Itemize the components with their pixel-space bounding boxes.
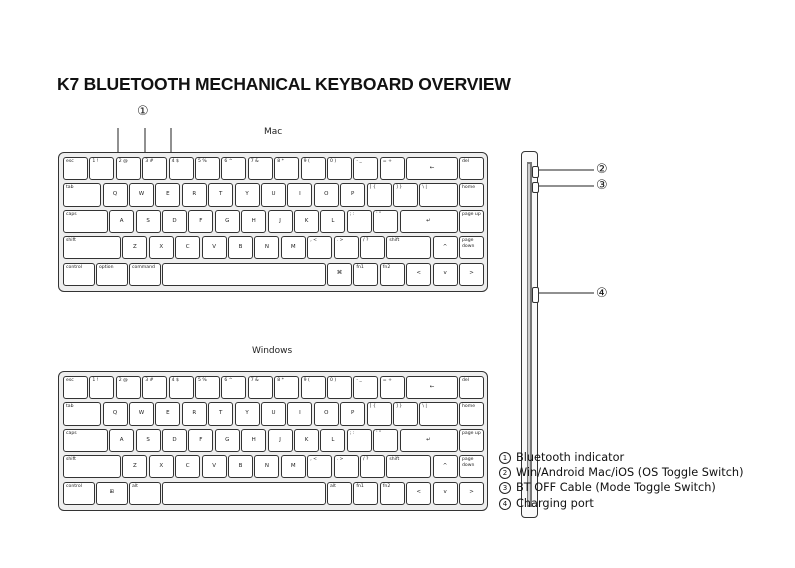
legend-num: 1 [499,452,511,464]
callout-2: ② [596,162,608,177]
win-key-3-7: M [281,455,306,478]
mac-key-0-7: 7 & [248,157,273,180]
mac-key-1-0: tab [63,183,101,206]
win-key-4-2: alt [129,482,161,505]
mac-key-3-3: C [175,236,200,259]
win-key-2-7: J [268,429,293,452]
mac-key-4-1: option [96,263,128,286]
win-key-3-12: ^ [433,455,458,478]
mac-key-1-5: T [208,183,233,206]
win-key-4-6: fn2 [380,482,405,505]
legend-item-4 [499,496,744,511]
win-key-4-7: < [406,482,431,505]
mac-key-3-12: ^ [433,236,458,259]
win-key-1-1: Q [103,402,128,425]
mac-key-0-4: 4 $ [169,157,194,180]
win-key-0-12: = + [380,376,405,399]
win-key-3-11: shift [386,455,431,478]
mac-key-1-14: home [459,183,484,206]
legend-text: Win/Android Mac/iOS (OS Toggle Switch) [516,466,744,480]
win-key-3-13: page down [459,455,484,478]
win-key-1-14: home [459,402,484,425]
win-key-2-4: F [188,429,213,452]
win-key-0-4: 4 $ [169,376,194,399]
mac-key-1-13: \ | [419,183,457,206]
legend-item-2 [499,465,744,480]
mac-key-2-7: J [268,210,293,233]
mac-key-2-0: caps [63,210,108,233]
win-key-0-0: esc [63,376,88,399]
mac-key-4-5: fn1 [353,263,378,286]
callout-4: ④ [596,286,608,301]
mac-key-3-13: page down [459,236,484,259]
win-key-2-3: D [162,429,187,452]
win-key-1-3: E [155,402,180,425]
win-key-1-6: Y [235,402,260,425]
mac-key-2-9: L [320,210,345,233]
mac-key-0-13: ← [406,157,457,180]
win-key-3-4: V [202,455,227,478]
win-key-2-11: ' " [373,429,398,452]
mac-key-4-2: command [129,263,161,286]
legend-num: 4 [499,498,511,510]
mac-key-4-9: > [459,263,484,286]
win-key-2-2: S [136,429,161,452]
mac-key-1-6: Y [235,183,260,206]
windows-label: Windows [252,346,293,356]
mac-key-3-9: . > [334,236,359,259]
legend-text: Bluetooth indicator [516,451,625,464]
mac-key-2-12: ↵ [400,210,458,233]
win-key-0-1: 1 ! [89,376,114,399]
mac-key-0-12: = + [380,157,405,180]
mac-key-3-4: V [202,236,227,259]
win-key-4-9: > [459,482,484,505]
mac-key-1-12: ] } [393,183,418,206]
callout-3: ③ [596,178,608,193]
mac-key-3-1: Z [122,236,147,259]
win-key-2-10: ; : [347,429,372,452]
callout-1: ① [137,104,149,119]
win-key-0-8: 8 * [274,376,299,399]
win-key-3-6: N [254,455,279,478]
legend-text: Charging port [516,496,594,510]
win-key-4-5: fn1 [353,482,378,505]
mac-key-1-11: [ { [367,183,392,206]
os-toggle-switch [532,166,539,178]
mac-key-3-5: B [228,236,253,259]
win-key-1-7: U [261,402,286,425]
win-key-2-9: L [320,429,345,452]
mac-key-1-4: R [182,183,207,206]
mac-key-1-1: Q [103,183,128,206]
mac-key-3-11: shift [386,236,431,259]
mac-key-3-0: shift [63,236,121,259]
win-key-1-5: T [208,402,233,425]
mac-key-2-13: page up [459,210,484,233]
mode-toggle-switch [532,182,539,193]
win-key-4-1: ⊞ [96,482,128,505]
mac-key-4-7: < [406,263,431,286]
legend-text: BT OFF Cable (Mode Toggle Switch) [516,481,716,495]
mac-key-4-3 [162,263,326,286]
mac-key-4-8: v [433,263,458,286]
mac-key-0-14: del [459,157,484,180]
mac-key-3-6: N [254,236,279,259]
mac-key-0-10: 0 ) [327,157,352,180]
mac-key-3-10: / ? [360,236,385,259]
mac-label: Mac [264,127,283,137]
mac-key-4-4: ⌘ [327,263,352,286]
win-key-0-7: 7 & [248,376,273,399]
win-key-0-2: 2 @ [116,376,141,399]
win-key-1-9: O [314,402,339,425]
mac-key-2-4: F [188,210,213,233]
win-key-2-8: K [294,429,319,452]
mac-key-3-8: , < [307,236,332,259]
mac-key-0-0: esc [63,157,88,180]
win-key-2-5: G [215,429,240,452]
windows-keyboard [58,371,488,511]
win-key-1-4: R [182,402,207,425]
legend [499,450,744,511]
win-key-3-3: C [175,455,200,478]
mac-key-0-1: 1 ! [89,157,114,180]
legend-num: 2 [499,467,511,479]
win-key-1-2: W [129,402,154,425]
win-key-0-11: - _ [353,376,378,399]
mac-key-1-2: W [129,183,154,206]
mac-key-2-3: D [162,210,187,233]
mac-key-0-9: 9 ( [301,157,326,180]
mac-key-0-2: 2 @ [116,157,141,180]
win-key-3-8: , < [307,455,332,478]
mac-key-0-8: 8 * [274,157,299,180]
legend-item-1 [499,450,744,465]
win-key-0-5: 5 % [195,376,220,399]
win-key-4-8: v [433,482,458,505]
mac-key-3-2: X [149,236,174,259]
mac-key-2-5: G [215,210,240,233]
win-key-3-10: / ? [360,455,385,478]
win-key-3-5: B [228,455,253,478]
win-key-1-12: ] } [393,402,418,425]
mac-key-2-8: K [294,210,319,233]
win-key-0-6: 6 ^ [221,376,246,399]
win-key-1-0: tab [63,402,101,425]
win-key-0-14: del [459,376,484,399]
mac-keyboard [58,152,488,292]
win-key-1-11: [ { [367,402,392,425]
mac-key-0-3: 3 # [142,157,167,180]
win-key-0-9: 9 ( [301,376,326,399]
win-key-2-1: A [109,429,134,452]
mac-key-2-11: ' " [373,210,398,233]
legend-item-3 [499,480,744,495]
win-key-2-13: page up [459,429,484,452]
mac-key-1-10: P [340,183,365,206]
win-key-4-4: alt [327,482,352,505]
mac-key-1-9: O [314,183,339,206]
mac-key-0-6: 6 ^ [221,157,246,180]
win-key-1-13: \ | [419,402,457,425]
mac-key-0-11: - _ [353,157,378,180]
win-key-3-9: . > [334,455,359,478]
win-key-3-2: X [149,455,174,478]
mac-key-4-6: fn2 [380,263,405,286]
mac-key-2-1: A [109,210,134,233]
win-key-4-0: control [63,482,95,505]
page-title: K7 BLUETOOTH MECHANICAL KEYBOARD OVERVIEW [57,74,511,94]
mac-key-2-2: S [136,210,161,233]
mac-key-2-10: ; : [347,210,372,233]
mac-key-0-5: 5 % [195,157,220,180]
mac-key-1-7: U [261,183,286,206]
legend-num: 3 [499,482,511,494]
win-key-3-1: Z [122,455,147,478]
win-key-2-6: H [241,429,266,452]
mac-key-2-6: H [241,210,266,233]
win-key-1-10: P [340,402,365,425]
mac-key-1-3: E [155,183,180,206]
mac-key-3-7: M [281,236,306,259]
win-key-3-0: shift [63,455,121,478]
win-key-0-3: 3 # [142,376,167,399]
win-key-1-8: I [287,402,312,425]
win-key-0-13: ← [406,376,457,399]
win-key-0-10: 0 ) [327,376,352,399]
mac-key-4-0: control [63,263,95,286]
mac-key-1-8: I [287,183,312,206]
charging-port [532,287,539,303]
win-key-2-12: ↵ [400,429,458,452]
win-key-4-3 [162,482,326,505]
win-key-2-0: caps [63,429,108,452]
